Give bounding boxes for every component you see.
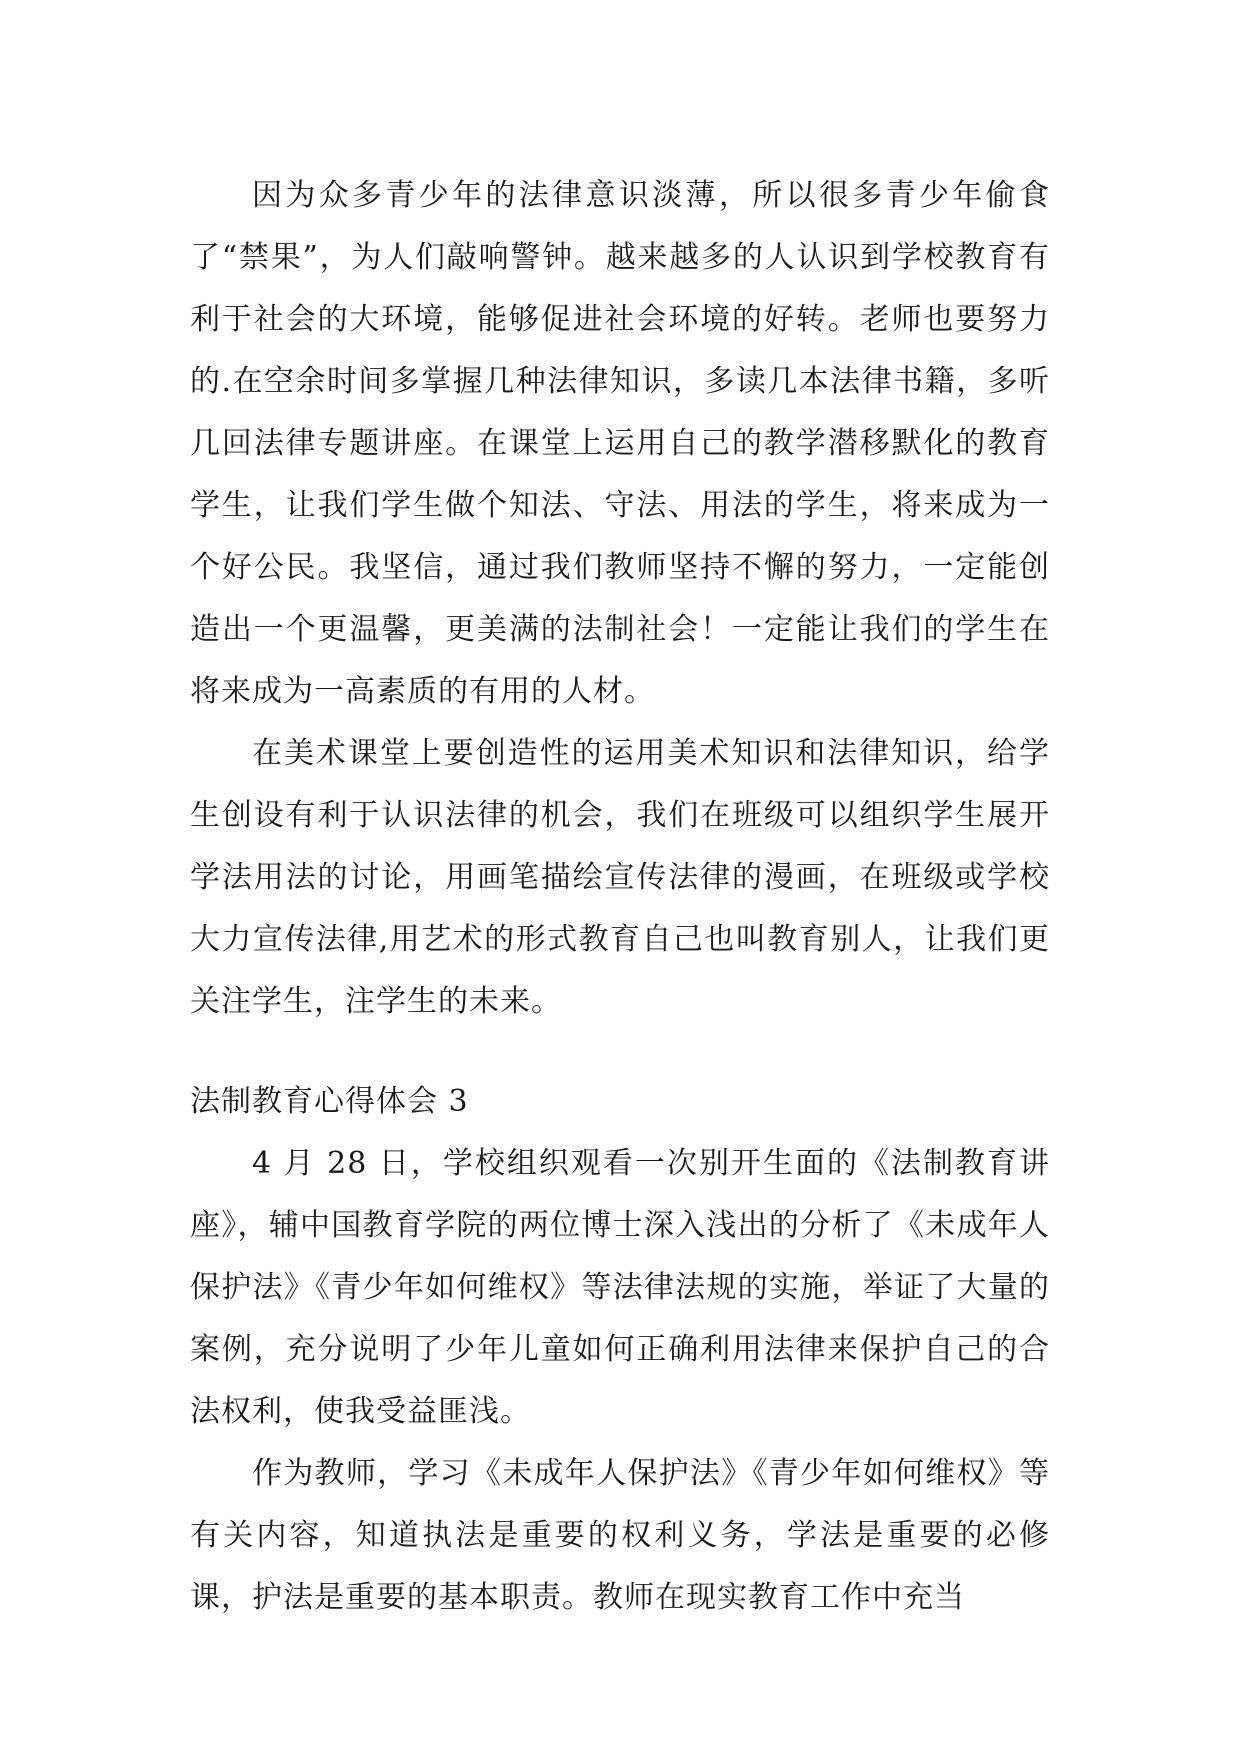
paragraph-teacher-role: 作为教师，学习《未成年人保护法》《青少年如何维权》等有关内容，知道执法是重要的权利义务，学法是重要的必修课，护法是重要的基本职责。教师在现实教育工作中充当 xyxy=(190,1456,1050,1615)
paragraph-law-awareness: 因为众多青少年的法律意识淡薄，所以很多青少年偷食了“禁果”，为人们敲响警钟。越来越多的人认识到学校教育有利于社会的大环境，能够促进社会环境的好转。老师也要努力的.在空余时间多掌握几种法律知识，多读几本法律书籍，多听几回法律专题讲座。在课堂上运用自己的教学潜移默化的教育学生，让我们学生做个知法、守法、用法的学生，将来成为一个好公民。我坚信，通过我们教师坚持不懈的努力，一定能创造出一个更温馨，更美满的法制社会！一定能让我们的学生在将来成为一高素质的有用的人材。 xyxy=(190,178,1050,709)
paragraph-art-class: 在美术课堂上要创造性的运用美术知识和法律知识，给学生创设有利于认识法律的机会，我们在班级可以组织学生展开学法用法的讨论，用画笔描绘宣传法律的漫画，在班级或学校大力宣传法律,用艺术的形式教育自己也叫教育别人，让我们更关注学生，注学生的未来。 xyxy=(190,736,1050,1019)
section-heading: 法制教育心得体会 3 xyxy=(190,1084,469,1119)
paragraph-lecture: 4 月 28 日，学校组织观看一次别开生面的《法制教育讲座》，辅中国教育学院的两位博士深入浅出的分析了《未成年人保护法》《青少年如何维权》等法律法规的实施，举证了大量的案例，充分说明了少年儿童如何正确利用法律来保护自己的合法权利，使我受益匪浅。 xyxy=(190,1146,1050,1429)
document-page xyxy=(190,165,1050,1629)
